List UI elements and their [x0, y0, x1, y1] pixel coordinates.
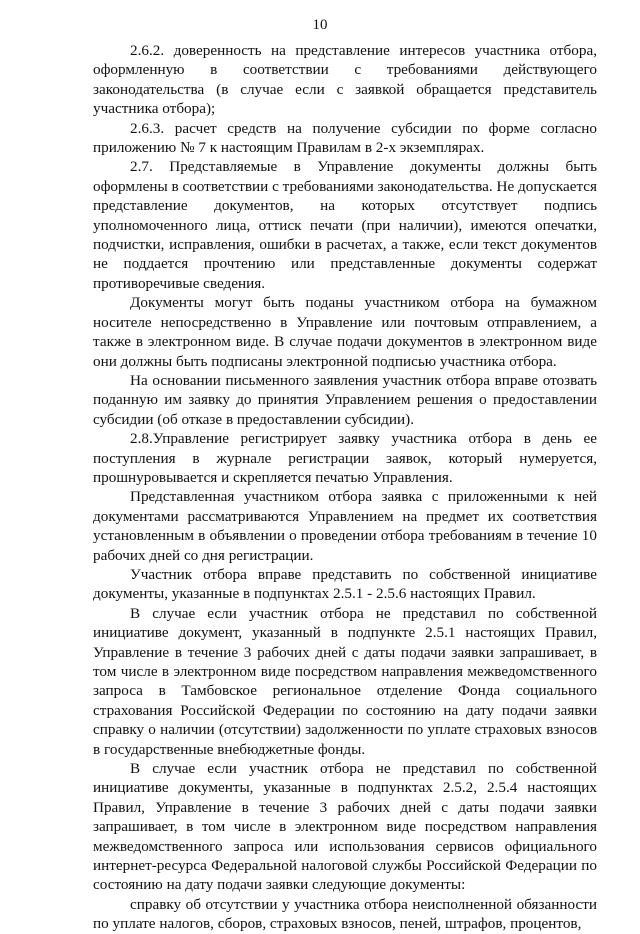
document-body: [93, 41, 597, 934]
page-number: 10: [312, 17, 328, 33]
paragraph-2-8: 2.8.Управление регистрирует заявку участника отбора в день ее поступления в журнале регистрации заявок, который нумеруется, прошнуровывается и скрепляется печатью Управления.: [93, 430, 597, 486]
paragraph-withdrawal: На основании письменного заявления участник отбора вправе отозвать поданную им заявку до принятия Управлением решения о предоставлении субсидии (об отказе в предоставлении субсидии).: [93, 371, 597, 428]
paragraph-2-7: 2.7. Представляемые в Управление документы должны быть оформлены в соответствии с требованиями законодательства. Не допускается представление документов, на которых отсутствует подпись уполномоченного лица, оттиск печати (при наличии), имеются опечатки, подчистки, исправления, ошибки в расчетах, а также, если текст документов не поддается прочтению или представленные документы содержат противоречивые сведения.: [93, 158, 597, 292]
paragraph-fss-request: В случае если участник отбора не представил по собственной инициативе документ, указанный в подпункте 2.5.1 настоящих Правил, Управление в течение 3 рабочих дней с даты подачи заявки запрашивает, в том числе в электронном виде посредством направления межведомственного запроса в Тамбовское региональное отделение Фонда социального страхования Российской Федерации по состоянию на дату подачи заявки справку о наличии (отсутствии) задолженности по уплате страховых взносов в государственные внебюджетные фонды.: [93, 604, 597, 758]
paragraph-tax-certificate: справку об отсутствии у участника отбора неисполненной обязанности по уплате налогов, сборов, страховых взносов, пеней, штрафов, процентов,: [93, 895, 597, 933]
paragraph-2-6-2: 2.6.2. доверенность на представление интересов участника отбора, оформленную в соответствии с требованиями действующего законодательства (в случае если с заявкой обращается представитель участника отбора);: [93, 42, 597, 118]
paragraph-own-initiative: Участник отбора вправе представить по собственной инициативе документы, указанные в подпунктах 2.5.1 - 2.5.6 настоящих Правил.: [93, 565, 597, 603]
paragraph-fns-request: В случае если участник отбора не представил по собственной инициативе документы, указанные в подпунктах 2.5.2, 2.5.4 настоящих Правил, Управление в течение 3 рабочих дней с даты подачи заявки запрашивает, в том числе в электронном виде посредством направления межведомственного запроса или использования сервисов официального интернет-ресурса Федеральной налоговой службы Российской Федерации по состоянию на дату подачи заявки следующие документы:: [93, 760, 597, 894]
paragraph-2-6-3: 2.6.3. расчет средств на получение субсидии по форме согласно приложению № 7 к настоящим Правилам в 2-х экземплярах.: [93, 119, 597, 157]
paragraph-submission-methods: Документы могут быть поданы участником отбора на бумажном носителе непосредственно в Управление или почтовым отправлением, а также в электронном виде. В случае подачи документов в электронном виде они должны быть подписаны электронной подписью участника отбора.: [93, 294, 597, 370]
paragraph-review-period: Представленная участником отбора заявка с приложенными к ней документами рассматриваются Управлением на предмет их соответствия установленным в объявлении о проведении отбора требованиям в течение 10 рабочих дней со дня регистрации.: [93, 488, 597, 564]
